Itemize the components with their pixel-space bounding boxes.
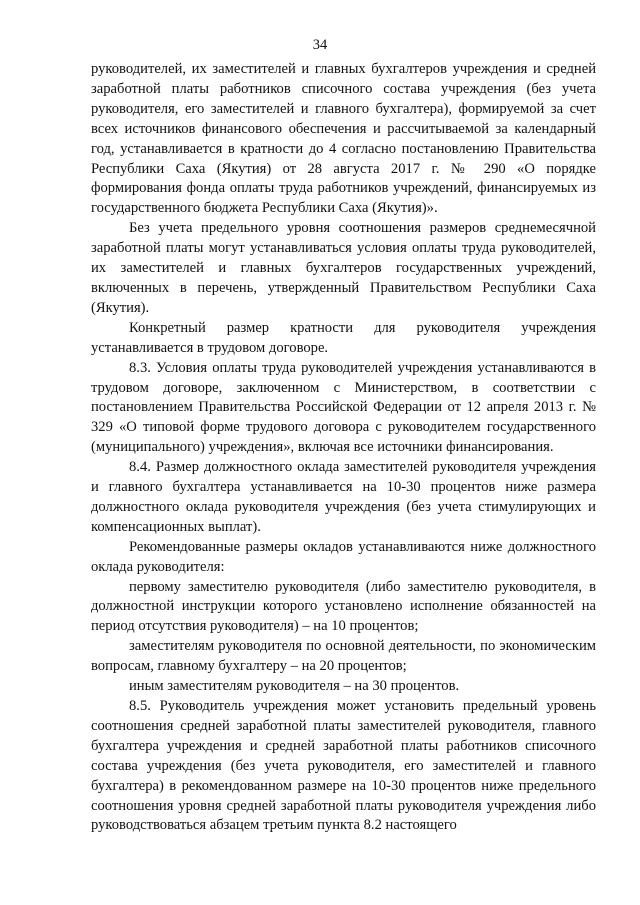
paragraph-8-4: 8.4. Размер должностного оклада заместителей руководителя учреждения и главного бухгалтера устанавливается на 10-30 процентов ниже размера должностного оклада руководителя учреждения (без учета стимулирующих и компенсационных выплат). xyxy=(91,459,596,535)
paragraph-specific-ratio: Конкретный размер кратности для руководителя учреждения устанавливается в трудовом договоре. xyxy=(91,319,596,356)
list-item-first-deputy: первому заместителю руководителя (либо заместителю руководителя, в должностной инструкции которого установлено исполнение обязанностей на период отсутствия руководителя) – на 10 процентов; xyxy=(91,578,596,635)
paragraph-recommended: Рекомендованные размеры окладов устанавливаются ниже должностного оклада руководителя: xyxy=(91,538,596,575)
list-item-other-deputies: иным заместителям руководителя – на 30 процентов. xyxy=(129,678,460,695)
paragraph-without-limit: Без учета предельного уровня соотношения размеров среднемесячной заработной платы могут устанавливаться условия оплаты труда руководителей, их заместителей и главных бухгалтеров государственных учреждений, включенных в перечень, утвержденный Правительством Республики Саха (Якутия). xyxy=(91,220,596,316)
list-item-deputies-main: заместителям руководителя по основной деятельности, по экономическим вопросам, главному бухгалтеру – на 20 процентов; xyxy=(91,638,596,675)
paragraph-continuation: руководителей, их заместителей и главных бухгалтеров учреждения и средней заработной платы работников списочного состава учреждения (без учета руководителя, его заместителей и главного бухгалтера), формируемой за счет всех источников финансового обеспечения и рассчитываемой за календарный год, устанавливается в кратности до 4 согласно постановлению Правительства Республики Саха (Якутия) от 28 августа 2017 г. № 290 «О порядке формирования фонда оплаты труда работников учреждений, финансируемых из государственного бюджета Республики Саха (Якутия)». xyxy=(91,61,596,217)
paragraph-8-3: 8.3. Условия оплаты труда руководителей учреждения устанавливаются в трудовом договоре, заключенном с Министерством, в соответствии с постановлением Правительства Российской Федерации от 12 апреля 2013 г. № 329 «О типовой форме трудового договора с руководителем государственного (муниципального) учреждения», включая все источники финансирования. xyxy=(91,359,596,456)
document-body xyxy=(91,60,596,836)
page-number: 34 xyxy=(312,37,328,53)
paragraph-8-5: 8.5. Руководитель учреждения может установить предельный уровень соотношения средней заработной платы заместителей руководителя, главного бухгалтера учреждения и средней заработной платы работников списочного состава учреждения (без учета руководителя, его заместителей и главного бухгалтера) в рекомендованном размере на 10-30 процентов ниже предельного соотношения уровня средней заработной платы руководителя учреждения либо руководствоваться абзацем третьим пункта 8.2 настоящего xyxy=(91,698,596,834)
